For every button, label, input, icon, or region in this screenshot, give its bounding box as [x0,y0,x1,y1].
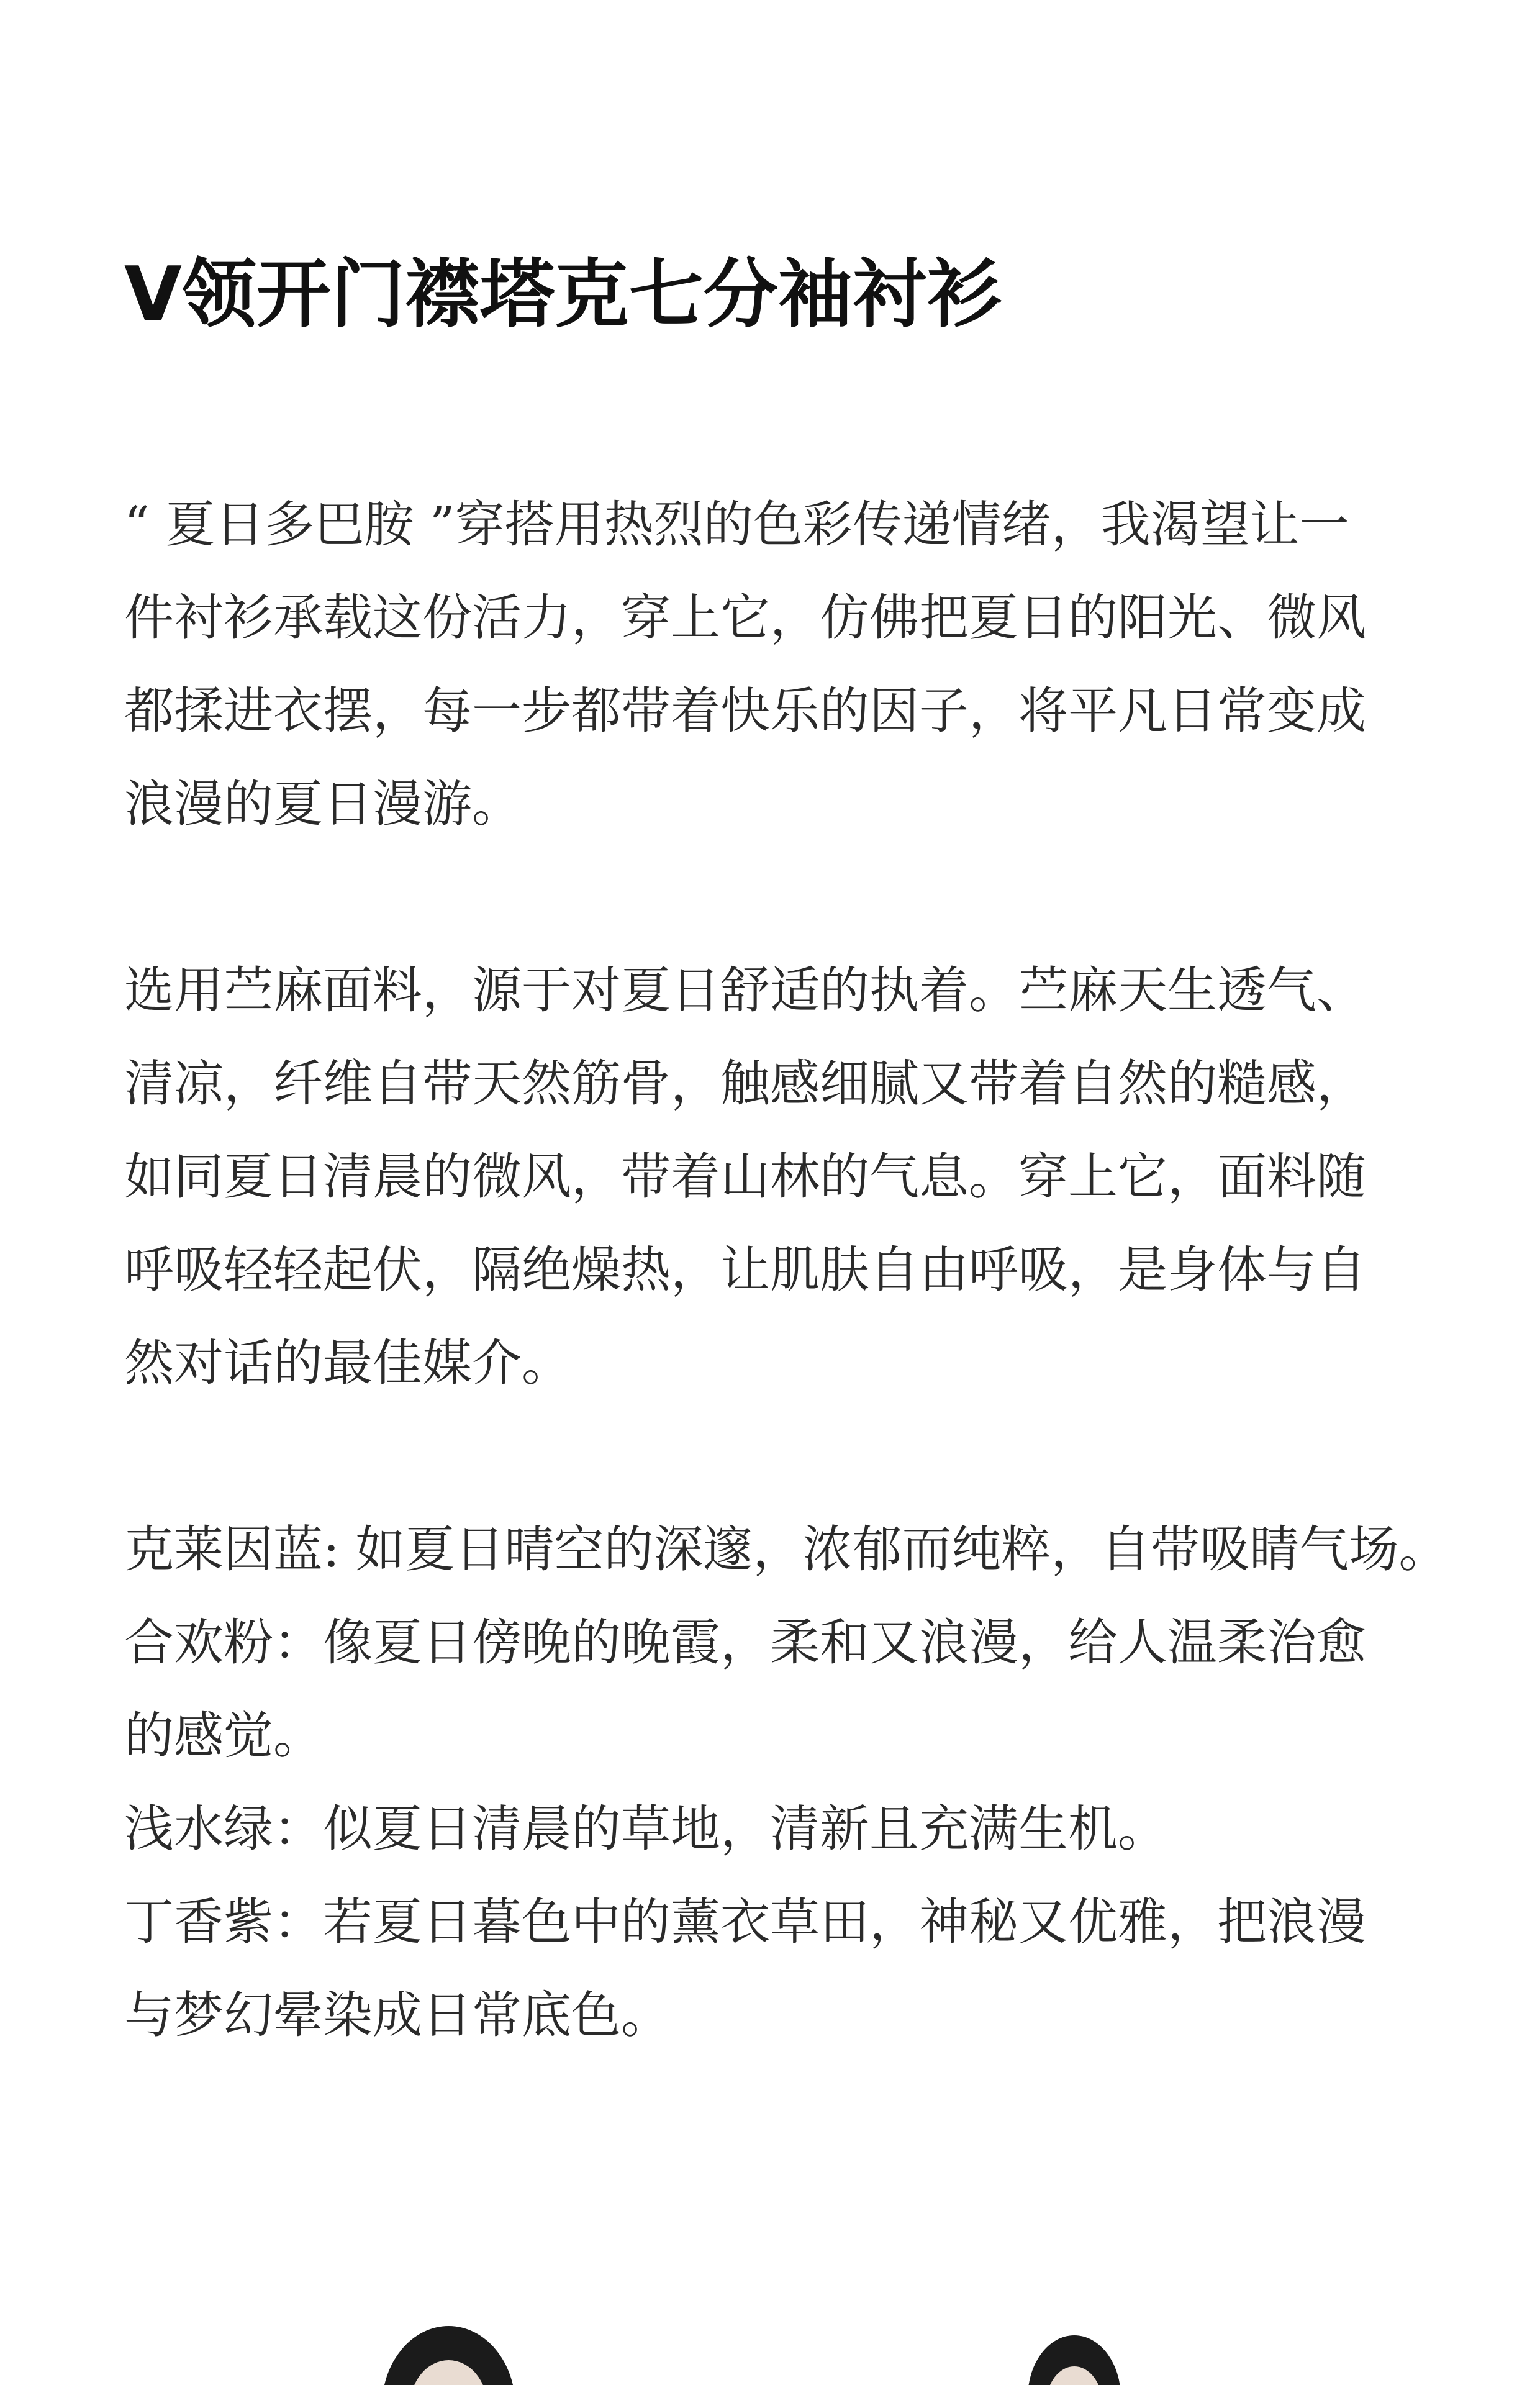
paragraph-colors [124,1503,1449,2062]
paragraph-intro [124,478,1428,851]
text-line: “ 夏日多巴胺 ”穿搭用热烈的色彩传递情绪，我渴望让一 [124,496,1349,553]
text-line: 克莱因蓝: 如夏日晴空的深邃，浓郁而纯粹，自带吸睛气场。 [124,1520,1449,1578]
text-line: 都揉进衣摆，每一步都带着快乐的因子，将平凡日常变成 [124,682,1366,740]
text-line: 呼吸轻轻起伏，隔绝燥热，让肌肤自由呼吸，是身体与自 [124,1241,1366,1299]
model-photo-preview [0,2298,1540,2385]
text-line: 如同夏日清晨的微风，带着山林的气息。穿上它，面料随 [124,1148,1366,1206]
paragraph-gap [124,851,1428,944]
article-body [124,478,1449,2062]
text-line: 件衬衫承载这份活力，穿上它，仿佛把夏日的阳光、微风 [124,589,1366,647]
text-line: 合欢粉：像夏日傍晚的晚霞，柔和又浪漫，给人温柔治愈 [124,1614,1366,1671]
text-line: 选用苎麻面料，源于对夏日舒适的执着。苎麻天生透气、 [124,961,1366,1019]
text-line: 浪漫的夏日漫游。 [124,775,522,833]
paragraph-fabric [124,944,1428,1410]
text-line: 丁香紫：若夏日暮色中的薰衣草田，神秘又优雅，把浪漫 [124,1893,1366,1951]
page-title: V领开门襟塔克七分袖衬衫 [124,252,1002,338]
text-line: 与梦幻晕染成日常底色。 [124,1986,671,2044]
text-line: 浅水绿：似夏日清晨的草地，清新且充满生机。 [124,1800,1167,1858]
text-line: 清凉，纤维自带天然筋骨，触感细腻又带着自然的糙感， [124,1055,1366,1112]
text-line: 的感觉。 [124,1707,323,1765]
paragraph-gap [124,1410,1428,1503]
text-line: 然对话的最佳媒介。 [124,1334,571,1392]
